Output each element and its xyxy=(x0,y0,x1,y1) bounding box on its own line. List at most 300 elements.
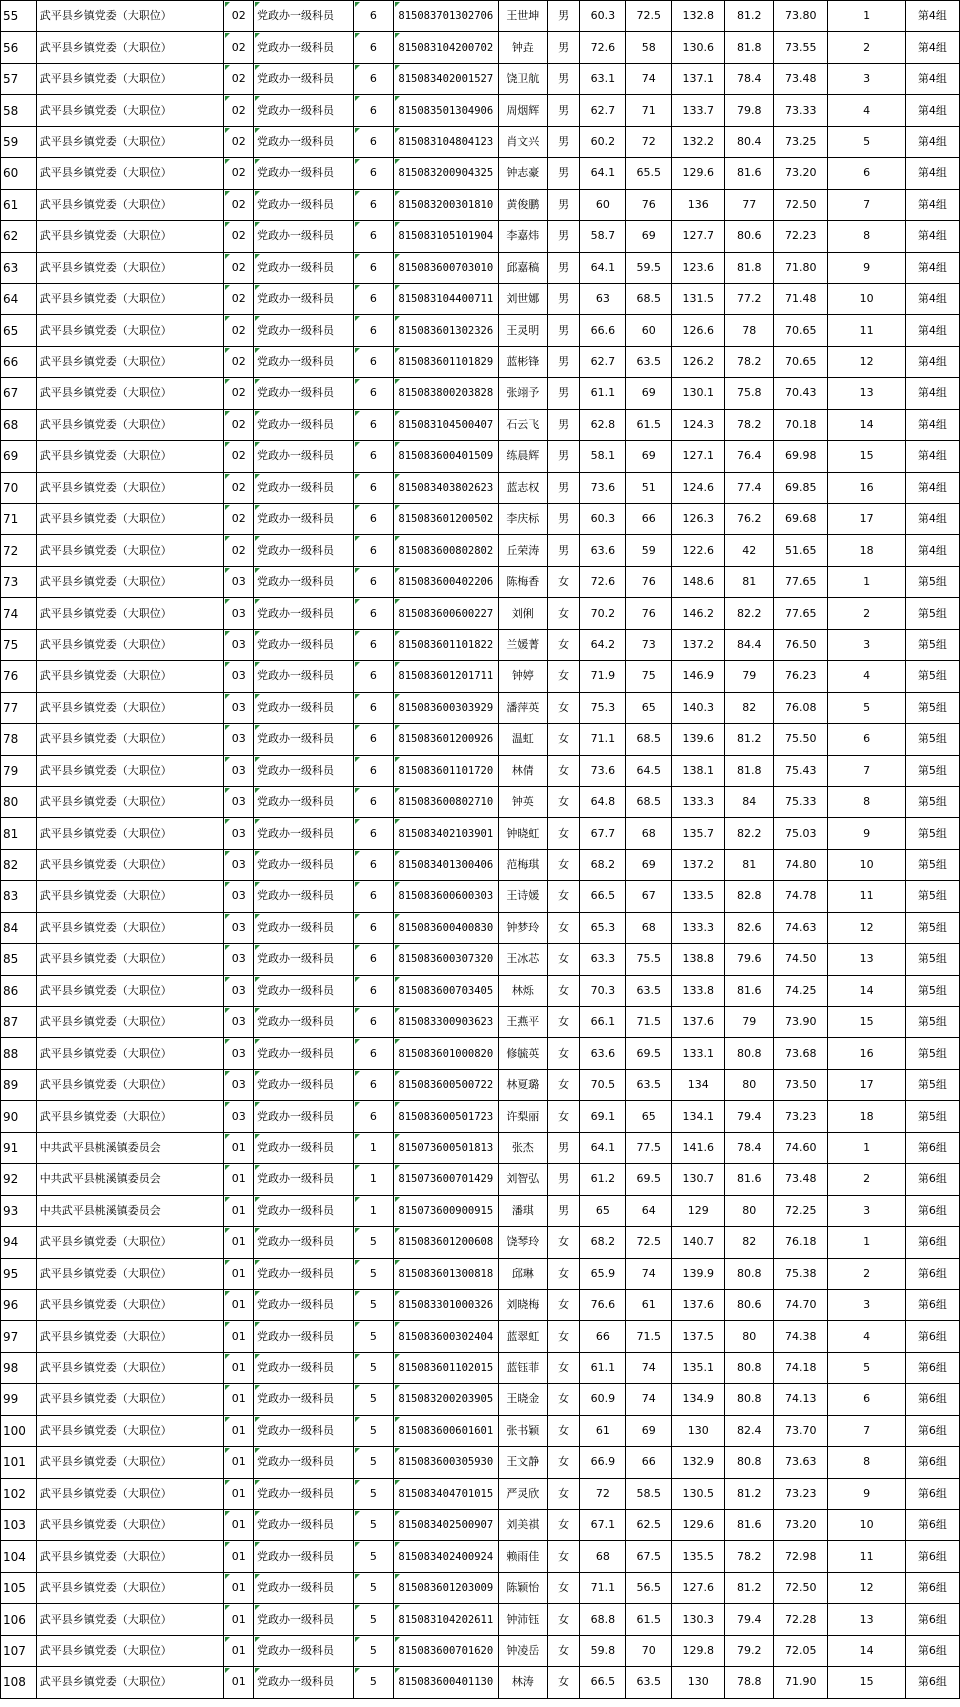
rank-cell: 17 xyxy=(828,1069,906,1100)
group-cell: 第6组 xyxy=(905,1478,959,1509)
employer-unit-cell: 武平县乡镇党委（大职位） xyxy=(36,661,224,692)
interview-score-cell: 81.8 xyxy=(725,32,774,63)
employer-unit-cell: 武平县乡镇党委（大职位） xyxy=(36,975,224,1006)
post-code-cell: 02 xyxy=(224,535,254,566)
ticket-number-cell: 815083402400924 xyxy=(393,1541,498,1572)
interview-score-cell: 80 xyxy=(725,1321,774,1352)
ticket-number-cell: 815083105101904 xyxy=(393,221,498,252)
hire-count-cell: 1 xyxy=(353,1164,393,1195)
written-total-cell: 133.7 xyxy=(672,95,725,126)
written-score-2-cell: 69 xyxy=(626,378,672,409)
gender-cell: 男 xyxy=(547,221,580,252)
interview-score-cell: 78.4 xyxy=(725,63,774,94)
ticket-number-cell: 815083404701015 xyxy=(393,1478,498,1509)
written-total-cell: 139.9 xyxy=(672,1258,725,1289)
written-score-1-cell: 59.8 xyxy=(580,1635,626,1666)
post-code-cell: 02 xyxy=(224,378,254,409)
interview-score-cell: 80 xyxy=(725,1195,774,1226)
rank-cell: 13 xyxy=(828,944,906,975)
candidate-name-cell: 王燕平 xyxy=(498,1007,547,1038)
gender-cell: 女 xyxy=(547,1415,580,1446)
hire-count-cell: 6 xyxy=(353,1038,393,1069)
post-code-cell: 02 xyxy=(224,504,254,535)
written-total-cell: 131.5 xyxy=(672,283,725,314)
table-row xyxy=(1,1667,960,1698)
candidate-name-cell: 蓝彬锋 xyxy=(498,346,547,377)
post-code-cell: 01 xyxy=(224,1321,254,1352)
candidate-name-cell: 张书颖 xyxy=(498,1415,547,1446)
hire-count-cell: 6 xyxy=(353,1069,393,1100)
written-score-2-cell: 67.5 xyxy=(626,1541,672,1572)
employer-unit-cell: 武平县乡镇党委（大职位） xyxy=(36,1007,224,1038)
candidate-name-cell: 陈颖怡 xyxy=(498,1572,547,1603)
final-score-cell: 74.80 xyxy=(774,849,828,880)
candidate-name-cell: 肖文兴 xyxy=(498,126,547,157)
gender-cell: 男 xyxy=(547,252,580,283)
post-name-cell: 党政办一级科员 xyxy=(254,661,354,692)
written-total-cell: 137.6 xyxy=(672,1289,725,1320)
interview-score-cell: 81 xyxy=(725,566,774,597)
post-code-cell: 01 xyxy=(224,1635,254,1666)
post-code-cell: 03 xyxy=(224,881,254,912)
employer-unit-cell: 武平县乡镇党委（大职位） xyxy=(36,472,224,503)
hire-count-cell: 6 xyxy=(353,1101,393,1132)
final-score-cell: 73.23 xyxy=(774,1478,828,1509)
written-total-cell: 138.1 xyxy=(672,755,725,786)
table-row xyxy=(1,252,960,283)
rank-cell: 1 xyxy=(828,566,906,597)
seq-no-cell: 87 xyxy=(1,1007,37,1038)
written-score-2-cell: 63.5 xyxy=(626,1069,672,1100)
seq-no-cell: 86 xyxy=(1,975,37,1006)
hire-count-cell: 6 xyxy=(353,818,393,849)
post-code-cell: 02 xyxy=(224,221,254,252)
rank-cell: 5 xyxy=(828,692,906,723)
rank-cell: 14 xyxy=(828,975,906,1006)
table-row xyxy=(1,944,960,975)
final-score-cell: 74.13 xyxy=(774,1384,828,1415)
post-name-cell: 党政办一级科员 xyxy=(254,126,354,157)
seq-no-cell: 96 xyxy=(1,1289,37,1320)
seq-no-cell: 77 xyxy=(1,692,37,723)
interview-score-cell: 78.2 xyxy=(725,346,774,377)
post-name-cell: 党政办一级科员 xyxy=(254,1447,354,1478)
seq-no-cell: 81 xyxy=(1,818,37,849)
final-score-cell: 72.50 xyxy=(774,189,828,220)
interview-score-cell: 79.6 xyxy=(725,944,774,975)
rank-cell: 10 xyxy=(828,849,906,880)
table-row xyxy=(1,1352,960,1383)
written-score-2-cell: 77.5 xyxy=(626,1132,672,1163)
group-cell: 第5组 xyxy=(905,881,959,912)
hire-count-cell: 6 xyxy=(353,126,393,157)
group-cell: 第6组 xyxy=(905,1195,959,1226)
written-score-1-cell: 75.3 xyxy=(580,692,626,723)
seq-no-cell: 84 xyxy=(1,912,37,943)
ticket-number-cell: 815083601000820 xyxy=(393,1038,498,1069)
seq-no-cell: 67 xyxy=(1,378,37,409)
candidate-name-cell: 赖雨佳 xyxy=(498,1541,547,1572)
seq-no-cell: 92 xyxy=(1,1164,37,1195)
candidate-name-cell: 蓝钰菲 xyxy=(498,1352,547,1383)
rank-cell: 12 xyxy=(828,912,906,943)
employer-unit-cell: 武平县乡镇党委（大职位） xyxy=(36,724,224,755)
final-score-cell: 73.50 xyxy=(774,1069,828,1100)
seq-no-cell: 72 xyxy=(1,535,37,566)
group-cell: 第4组 xyxy=(905,535,959,566)
rank-cell: 6 xyxy=(828,1384,906,1415)
table-row xyxy=(1,315,960,346)
group-cell: 第5组 xyxy=(905,692,959,723)
written-score-2-cell: 63.5 xyxy=(626,975,672,1006)
interview-score-cell: 79 xyxy=(725,661,774,692)
post-name-cell: 党政办一级科员 xyxy=(254,1258,354,1289)
rank-cell: 13 xyxy=(828,378,906,409)
written-score-2-cell: 56.5 xyxy=(626,1572,672,1603)
interview-score-cell: 81.2 xyxy=(725,724,774,755)
candidate-name-cell: 邱嘉稿 xyxy=(498,252,547,283)
rank-cell: 9 xyxy=(828,818,906,849)
interview-score-cell: 76.4 xyxy=(725,441,774,472)
rank-cell: 11 xyxy=(828,881,906,912)
post-name-cell: 党政办一级科员 xyxy=(254,283,354,314)
written-score-1-cell: 58.1 xyxy=(580,441,626,472)
post-code-cell: 03 xyxy=(224,818,254,849)
post-code-cell: 02 xyxy=(224,95,254,126)
table-row xyxy=(1,1007,960,1038)
rank-cell: 8 xyxy=(828,786,906,817)
group-cell: 第5组 xyxy=(905,1069,959,1100)
table-row xyxy=(1,1038,960,1069)
seq-no-cell: 89 xyxy=(1,1069,37,1100)
written-score-1-cell: 62.7 xyxy=(580,346,626,377)
table-row xyxy=(1,95,960,126)
employer-unit-cell: 武平县乡镇党委（大职位） xyxy=(36,252,224,283)
written-score-1-cell: 65.3 xyxy=(580,912,626,943)
ticket-number-cell: 815083104804123 xyxy=(393,126,498,157)
ticket-number-cell: 815083600600303 xyxy=(393,881,498,912)
hire-count-cell: 6 xyxy=(353,315,393,346)
interview-score-cell: 84 xyxy=(725,786,774,817)
written-total-cell: 127.1 xyxy=(672,441,725,472)
candidate-name-cell: 兰媛菁 xyxy=(498,629,547,660)
final-score-cell: 70.65 xyxy=(774,346,828,377)
rank-cell: 14 xyxy=(828,1635,906,1666)
post-name-cell: 党政办一级科员 xyxy=(254,1321,354,1352)
written-total-cell: 123.6 xyxy=(672,252,725,283)
written-score-2-cell: 76 xyxy=(626,189,672,220)
rank-cell: 1 xyxy=(828,1,906,32)
employer-unit-cell: 武平县乡镇党委（大职位） xyxy=(36,1510,224,1541)
employer-unit-cell: 武平县乡镇党委（大职位） xyxy=(36,629,224,660)
candidate-name-cell: 蓝志权 xyxy=(498,472,547,503)
post-code-cell: 03 xyxy=(224,661,254,692)
gender-cell: 男 xyxy=(547,95,580,126)
seq-no-cell: 95 xyxy=(1,1258,37,1289)
table-row xyxy=(1,409,960,440)
written-total-cell: 130.7 xyxy=(672,1164,725,1195)
final-score-cell: 73.63 xyxy=(774,1447,828,1478)
rank-cell: 12 xyxy=(828,1572,906,1603)
hire-count-cell: 6 xyxy=(353,221,393,252)
post-name-cell: 党政办一级科员 xyxy=(254,944,354,975)
final-score-cell: 76.50 xyxy=(774,629,828,660)
employer-unit-cell: 武平县乡镇党委（大职位） xyxy=(36,1352,224,1383)
final-score-cell: 70.43 xyxy=(774,378,828,409)
hire-count-cell: 6 xyxy=(353,692,393,723)
post-code-cell: 01 xyxy=(224,1478,254,1509)
interview-score-cell: 82 xyxy=(725,1227,774,1258)
hire-count-cell: 5 xyxy=(353,1541,393,1572)
interview-score-cell: 77.2 xyxy=(725,283,774,314)
gender-cell: 女 xyxy=(547,975,580,1006)
employer-unit-cell: 武平县乡镇党委（大职位） xyxy=(36,692,224,723)
post-name-cell: 党政办一级科员 xyxy=(254,252,354,283)
written-total-cell: 137.5 xyxy=(672,1321,725,1352)
written-score-2-cell: 68.5 xyxy=(626,283,672,314)
interview-score-cell: 80 xyxy=(725,1069,774,1100)
written-score-1-cell: 73.6 xyxy=(580,472,626,503)
group-cell: 第5组 xyxy=(905,1007,959,1038)
employer-unit-cell: 武平县乡镇党委（大职位） xyxy=(36,849,224,880)
interview-score-cell: 80.6 xyxy=(725,221,774,252)
group-cell: 第4组 xyxy=(905,221,959,252)
group-cell: 第6组 xyxy=(905,1289,959,1320)
gender-cell: 女 xyxy=(547,1478,580,1509)
written-total-cell: 132.2 xyxy=(672,126,725,157)
final-score-cell: 74.78 xyxy=(774,881,828,912)
seq-no-cell: 74 xyxy=(1,598,37,629)
written-score-1-cell: 63.3 xyxy=(580,944,626,975)
written-total-cell: 133.1 xyxy=(672,1038,725,1069)
interview-score-cell: 81.6 xyxy=(725,158,774,189)
written-score-2-cell: 63.5 xyxy=(626,346,672,377)
seq-no-cell: 80 xyxy=(1,786,37,817)
hire-count-cell: 6 xyxy=(353,472,393,503)
ticket-number-cell: 815083200301810 xyxy=(393,189,498,220)
written-total-cell: 129.6 xyxy=(672,1510,725,1541)
post-name-cell: 党政办一级科员 xyxy=(254,1,354,32)
candidate-name-cell: 钟婷 xyxy=(498,661,547,692)
candidate-name-cell: 温虹 xyxy=(498,724,547,755)
ticket-number-cell: 815083601101829 xyxy=(393,346,498,377)
written-total-cell: 135.7 xyxy=(672,818,725,849)
seq-no-cell: 73 xyxy=(1,566,37,597)
post-name-cell: 党政办一级科员 xyxy=(254,1541,354,1572)
group-cell: 第5组 xyxy=(905,786,959,817)
post-name-cell: 党政办一级科员 xyxy=(254,409,354,440)
post-code-cell: 03 xyxy=(224,1038,254,1069)
written-score-1-cell: 63.1 xyxy=(580,63,626,94)
table-row xyxy=(1,126,960,157)
seq-no-cell: 68 xyxy=(1,409,37,440)
seq-no-cell: 93 xyxy=(1,1195,37,1226)
rank-cell: 7 xyxy=(828,189,906,220)
ticket-number-cell: 815073600701429 xyxy=(393,1164,498,1195)
post-code-cell: 01 xyxy=(224,1258,254,1289)
candidate-name-cell: 张杰 xyxy=(498,1132,547,1163)
gender-cell: 男 xyxy=(547,1,580,32)
post-name-cell: 党政办一级科员 xyxy=(254,1132,354,1163)
ticket-number-cell: 815083600307320 xyxy=(393,944,498,975)
candidate-name-cell: 潘萍英 xyxy=(498,692,547,723)
written-score-1-cell: 61.1 xyxy=(580,378,626,409)
employer-unit-cell: 武平县乡镇党委（大职位） xyxy=(36,283,224,314)
gender-cell: 女 xyxy=(547,849,580,880)
candidate-name-cell: 李庆标 xyxy=(498,504,547,535)
table-row xyxy=(1,598,960,629)
final-score-cell: 74.63 xyxy=(774,912,828,943)
written-score-2-cell: 51 xyxy=(626,472,672,503)
written-total-cell: 134 xyxy=(672,1069,725,1100)
hire-count-cell: 6 xyxy=(353,1,393,32)
written-total-cell: 130 xyxy=(672,1667,725,1698)
hire-count-cell: 5 xyxy=(353,1384,393,1415)
written-score-2-cell: 69.5 xyxy=(626,1038,672,1069)
employer-unit-cell: 武平县乡镇党委（大职位） xyxy=(36,441,224,472)
post-code-cell: 03 xyxy=(224,1101,254,1132)
written-total-cell: 137.6 xyxy=(672,1007,725,1038)
gender-cell: 女 xyxy=(547,1321,580,1352)
written-score-1-cell: 63.6 xyxy=(580,1038,626,1069)
post-code-cell: 01 xyxy=(224,1132,254,1163)
rank-cell: 6 xyxy=(828,158,906,189)
group-cell: 第6组 xyxy=(905,1352,959,1383)
hire-count-cell: 6 xyxy=(353,378,393,409)
post-code-cell: 03 xyxy=(224,786,254,817)
candidate-name-cell: 蓝翠虹 xyxy=(498,1321,547,1352)
table-row xyxy=(1,283,960,314)
written-score-2-cell: 71.5 xyxy=(626,1007,672,1038)
seq-no-cell: 83 xyxy=(1,881,37,912)
interview-score-cell: 80.8 xyxy=(725,1384,774,1415)
group-cell: 第6组 xyxy=(905,1415,959,1446)
rank-cell: 6 xyxy=(828,724,906,755)
ticket-number-cell: 815083601200502 xyxy=(393,504,498,535)
post-code-cell: 03 xyxy=(224,1007,254,1038)
ticket-number-cell: 815083600500722 xyxy=(393,1069,498,1100)
rank-cell: 2 xyxy=(828,598,906,629)
written-total-cell: 146.9 xyxy=(672,661,725,692)
employer-unit-cell: 武平县乡镇党委（大职位） xyxy=(36,346,224,377)
written-score-2-cell: 69 xyxy=(626,849,672,880)
post-code-cell: 02 xyxy=(224,472,254,503)
interview-score-cell: 81.2 xyxy=(725,1478,774,1509)
ticket-number-cell: 815083800203828 xyxy=(393,378,498,409)
written-score-2-cell: 74 xyxy=(626,1384,672,1415)
candidate-name-cell: 王文静 xyxy=(498,1447,547,1478)
gender-cell: 女 xyxy=(547,1258,580,1289)
written-total-cell: 133.3 xyxy=(672,912,725,943)
table-row xyxy=(1,472,960,503)
ticket-number-cell: 815083104202611 xyxy=(393,1604,498,1635)
group-cell: 第4组 xyxy=(905,346,959,377)
written-score-2-cell: 68.5 xyxy=(626,724,672,755)
table-row xyxy=(1,1258,960,1289)
candidate-name-cell: 王世坤 xyxy=(498,1,547,32)
hire-count-cell: 5 xyxy=(353,1289,393,1320)
written-score-1-cell: 66.5 xyxy=(580,1667,626,1698)
group-cell: 第5组 xyxy=(905,818,959,849)
post-name-cell: 党政办一级科员 xyxy=(254,1227,354,1258)
group-cell: 第6组 xyxy=(905,1132,959,1163)
table-row xyxy=(1,1289,960,1320)
table-row xyxy=(1,629,960,660)
candidate-name-cell: 周烟辉 xyxy=(498,95,547,126)
post-name-cell: 党政办一级科员 xyxy=(254,755,354,786)
employer-unit-cell: 武平县乡镇党委（大职位） xyxy=(36,598,224,629)
candidate-name-cell: 黄俊鹏 xyxy=(498,189,547,220)
final-score-cell: 72.23 xyxy=(774,221,828,252)
table-row xyxy=(1,566,960,597)
final-score-cell: 74.50 xyxy=(774,944,828,975)
written-score-2-cell: 60 xyxy=(626,315,672,346)
hire-count-cell: 5 xyxy=(353,1352,393,1383)
candidate-name-cell: 钟沛钰 xyxy=(498,1604,547,1635)
written-total-cell: 129.8 xyxy=(672,1635,725,1666)
written-total-cell: 132.9 xyxy=(672,1447,725,1478)
final-score-cell: 51.65 xyxy=(774,535,828,566)
final-score-cell: 75.43 xyxy=(774,755,828,786)
employer-unit-cell: 武平县乡镇党委（大职位） xyxy=(36,786,224,817)
post-name-cell: 党政办一级科员 xyxy=(254,63,354,94)
post-code-cell: 02 xyxy=(224,346,254,377)
seq-no-cell: 100 xyxy=(1,1415,37,1446)
gender-cell: 女 xyxy=(547,1101,580,1132)
hire-count-cell: 6 xyxy=(353,441,393,472)
seq-no-cell: 63 xyxy=(1,252,37,283)
seq-no-cell: 60 xyxy=(1,158,37,189)
post-name-cell: 党政办一级科员 xyxy=(254,535,354,566)
written-score-1-cell: 72.6 xyxy=(580,566,626,597)
candidate-name-cell: 饶琴玲 xyxy=(498,1227,547,1258)
written-score-1-cell: 70.5 xyxy=(580,1069,626,1100)
hire-count-cell: 5 xyxy=(353,1321,393,1352)
post-code-cell: 01 xyxy=(224,1227,254,1258)
employer-unit-cell: 武平县乡镇党委（大职位） xyxy=(36,1572,224,1603)
table-row xyxy=(1,1604,960,1635)
final-score-cell: 74.25 xyxy=(774,975,828,1006)
employer-unit-cell: 武平县乡镇党委（大职位） xyxy=(36,63,224,94)
written-score-2-cell: 61 xyxy=(626,1289,672,1320)
employer-unit-cell: 武平县乡镇党委（大职位） xyxy=(36,158,224,189)
gender-cell: 女 xyxy=(547,944,580,975)
group-cell: 第6组 xyxy=(905,1321,959,1352)
post-name-cell: 党政办一级科员 xyxy=(254,1667,354,1698)
final-score-cell: 72.25 xyxy=(774,1195,828,1226)
ticket-number-cell: 815083200203905 xyxy=(393,1384,498,1415)
seq-no-cell: 99 xyxy=(1,1384,37,1415)
hire-count-cell: 6 xyxy=(353,912,393,943)
group-cell: 第4组 xyxy=(905,63,959,94)
rank-cell: 4 xyxy=(828,1321,906,1352)
group-cell: 第6组 xyxy=(905,1164,959,1195)
rank-cell: 7 xyxy=(828,1415,906,1446)
employer-unit-cell: 武平县乡镇党委（大职位） xyxy=(36,1289,224,1320)
candidate-name-cell: 李嘉炜 xyxy=(498,221,547,252)
written-score-2-cell: 71.5 xyxy=(626,1321,672,1352)
written-score-2-cell: 72.5 xyxy=(626,1,672,32)
written-total-cell: 124.6 xyxy=(672,472,725,503)
ticket-number-cell: 815083601201711 xyxy=(393,661,498,692)
post-name-cell: 党政办一级科员 xyxy=(254,221,354,252)
table-row xyxy=(1,1415,960,1446)
seq-no-cell: 79 xyxy=(1,755,37,786)
written-score-1-cell: 67.7 xyxy=(580,818,626,849)
seq-no-cell: 71 xyxy=(1,504,37,535)
group-cell: 第4组 xyxy=(905,158,959,189)
written-score-2-cell: 68.5 xyxy=(626,786,672,817)
